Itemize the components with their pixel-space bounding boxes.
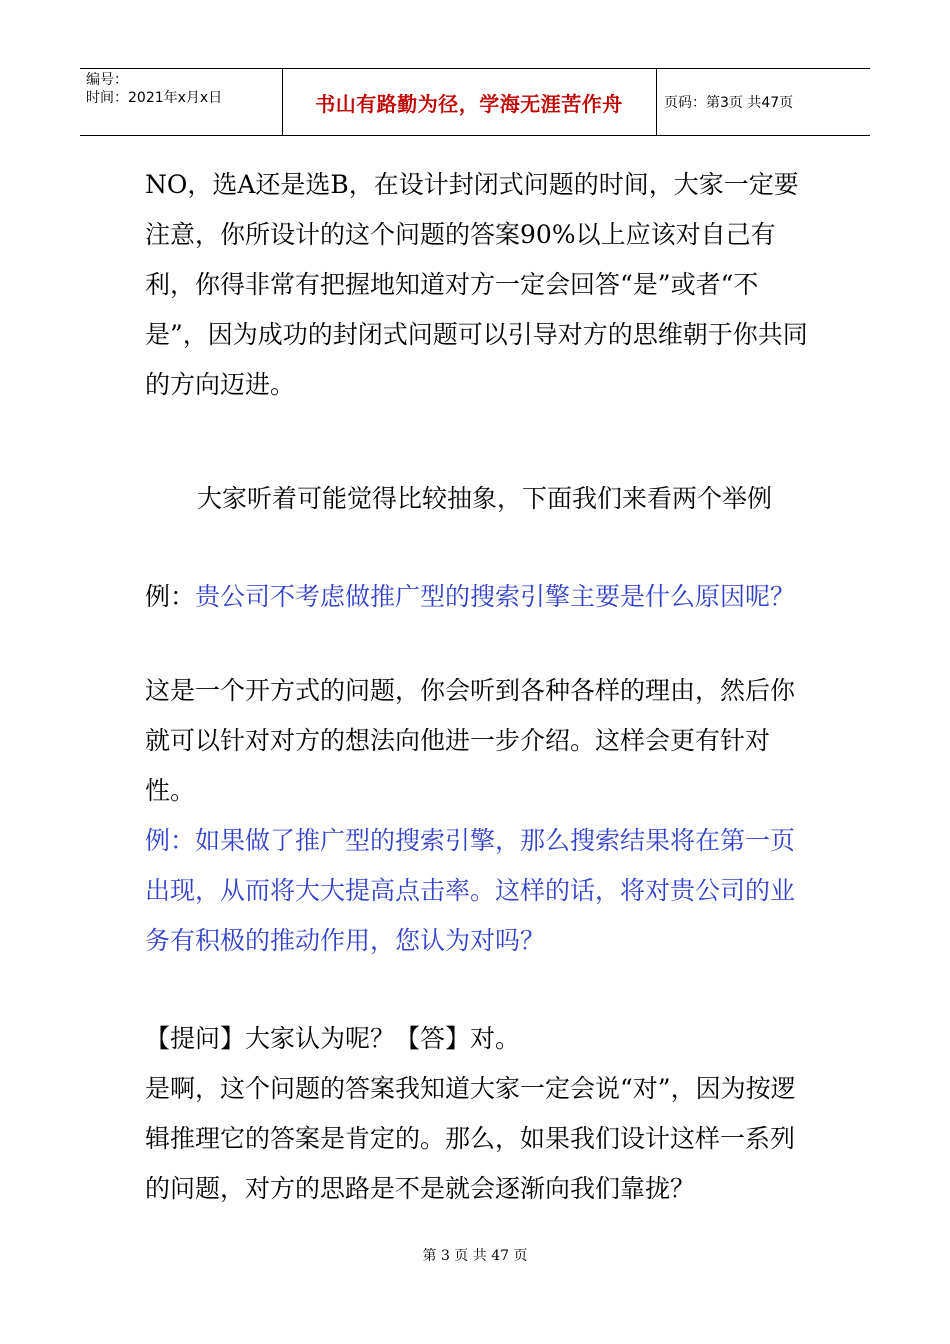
example-closed-question: 例：如果做了推广型的搜索引擎，那么搜索结果将在第一页出现，从而将大大提高点击率。这样的话，将对贵公司的业务有积极的推动作用，您认为对吗？ <box>145 826 796 955</box>
document-date: 时间：2021年x月x日 <box>86 90 223 106</box>
header-divider-right <box>656 69 657 135</box>
paragraph-closed-question: NO，选A还是选B，在设计封闭式问题的时间，大家一定要注意，你所设计的这个问题的答案90%以上应该对自己有利，你得非常有把握地知道对方一定会回答“是”或者“不是”，因为成功的封闭式问题可以引导对方的思维朝于你共同的方向迈进。 <box>145 170 808 399</box>
page-footer: 第 3 页 共 47 页 <box>422 1248 528 1264</box>
paragraph-conclusion: 是啊，这个问题的答案我知道大家一定会说“对”，因为按逻辑推理它的答案是肯定的。那么，如果我们设计这样一系列的问题，对方的思路是不是就会逐渐向我们靠拢？ <box>145 1074 796 1203</box>
example-prefix: 例： <box>145 582 196 611</box>
document-body <box>145 160 815 1214</box>
paragraph-intro-examples: 大家听着可能觉得比较抽象，下面我们来看两个举例 <box>197 484 773 513</box>
paragraph-question-answer: 【提问】大家认为呢？【答】对。 <box>145 1024 521 1053</box>
paragraph-open-question-explained: 这是一个开方式的问题，你会听到各种各样的理由，然后你就可以针对对方的想法向他进一步介绍。这样会更有针对性。 <box>145 676 796 805</box>
header-motto: 书山有路勤为径，学海无涯苦作舟 <box>315 91 623 116</box>
example-open-question-text: 贵公司不考虑做推广型的搜索引擎主要是什么原因呢？ <box>195 582 796 611</box>
header-meta <box>86 71 276 107</box>
header-page-info: 页码：第3页 共47页 <box>664 95 794 111</box>
example-open-question <box>145 572 815 622</box>
page-header <box>80 68 870 136</box>
document-number-label: 编号： <box>86 72 128 88</box>
